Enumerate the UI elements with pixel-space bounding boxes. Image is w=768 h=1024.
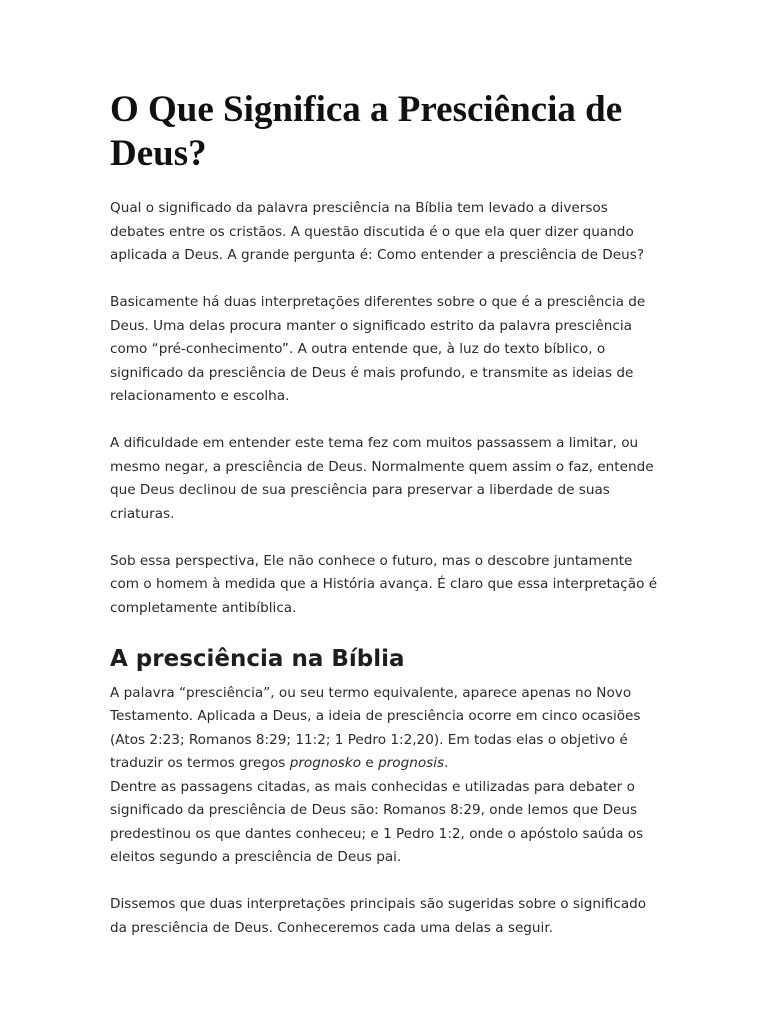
document-page — [110, 88, 662, 964]
greek-term-prognosko: prognosko — [289, 755, 362, 771]
sentence-end: . — [444, 755, 449, 771]
section-heading: A presciência na Bíblia — [110, 645, 405, 672]
conjunction-text: e — [361, 755, 379, 771]
page-title: O Que Significa a Presciência de Deus? — [110, 89, 623, 174]
section-paragraph-3: Dissemos que duas interpretações principais são sugeridas sobre o significado da presciência de Deus. Conheceremos cada uma delas a seguir. — [110, 896, 647, 936]
greek-term-prognosis: prognosis — [378, 755, 445, 771]
section-paragraph-1 — [110, 682, 662, 776]
intro-paragraph-1: Qual o significado da palavra presciência na Bíblia tem levado a diversos debates entre os cristãos. A questão discutida é o que ela quer dizer quando aplicada a Deus. A grande pergunta é: Como entender a presciência de Deus? — [110, 200, 645, 263]
section-paragraph-2: Dentre as passagens citadas, as mais conhecidas e utilizadas para debater o significado da presciência de Deus são: Romanos 8:29, onde lemos que Deus predestinou os que dantes conheceu; e 1 Pedro 1:2, onde o apóstolo saúda os eleitos segundo a presciência de Deus pai. — [110, 778, 644, 865]
intro-paragraph-4: Sob essa perspectiva, Ele não conhece o futuro, mas o descobre juntamente com o homem à medida que a História avança. É claro que essa interpretação é completamente antibíblica. — [110, 552, 658, 616]
section-paragraph-1-text: A palavra “presciência”, ou seu termo equivalente, aparece apenas no Novo Testamento. Aplicada a Deus, a ideia de presciência ocorre em cinco ocasiões (Atos 2:23; Romanos 8:29; 11:2; 1 Pedro 1:2,20). Em todas elas o objetivo é traduzir os termos gregos — [110, 684, 641, 771]
intro-paragraph-2: Basicamente há duas interpretações diferentes sobre o que é a presciência de Deus. Uma delas procura manter o significado estrito da palavra presciência como “pré-conhecimento”. A outra entende que, à luz do texto bíblico, o significado da presciência de Deus é mais profundo, e transmite as ideias de relacionamento e escolha. — [110, 294, 646, 404]
intro-paragraph-3: A dificuldade em entender este tema fez com muitos passassem a limitar, ou mesmo negar, a presciência de Deus. Normalmente quem assim o faz, entende que Deus declinou de sua presciência para preservar a liberdade de suas criaturas. — [110, 435, 654, 522]
